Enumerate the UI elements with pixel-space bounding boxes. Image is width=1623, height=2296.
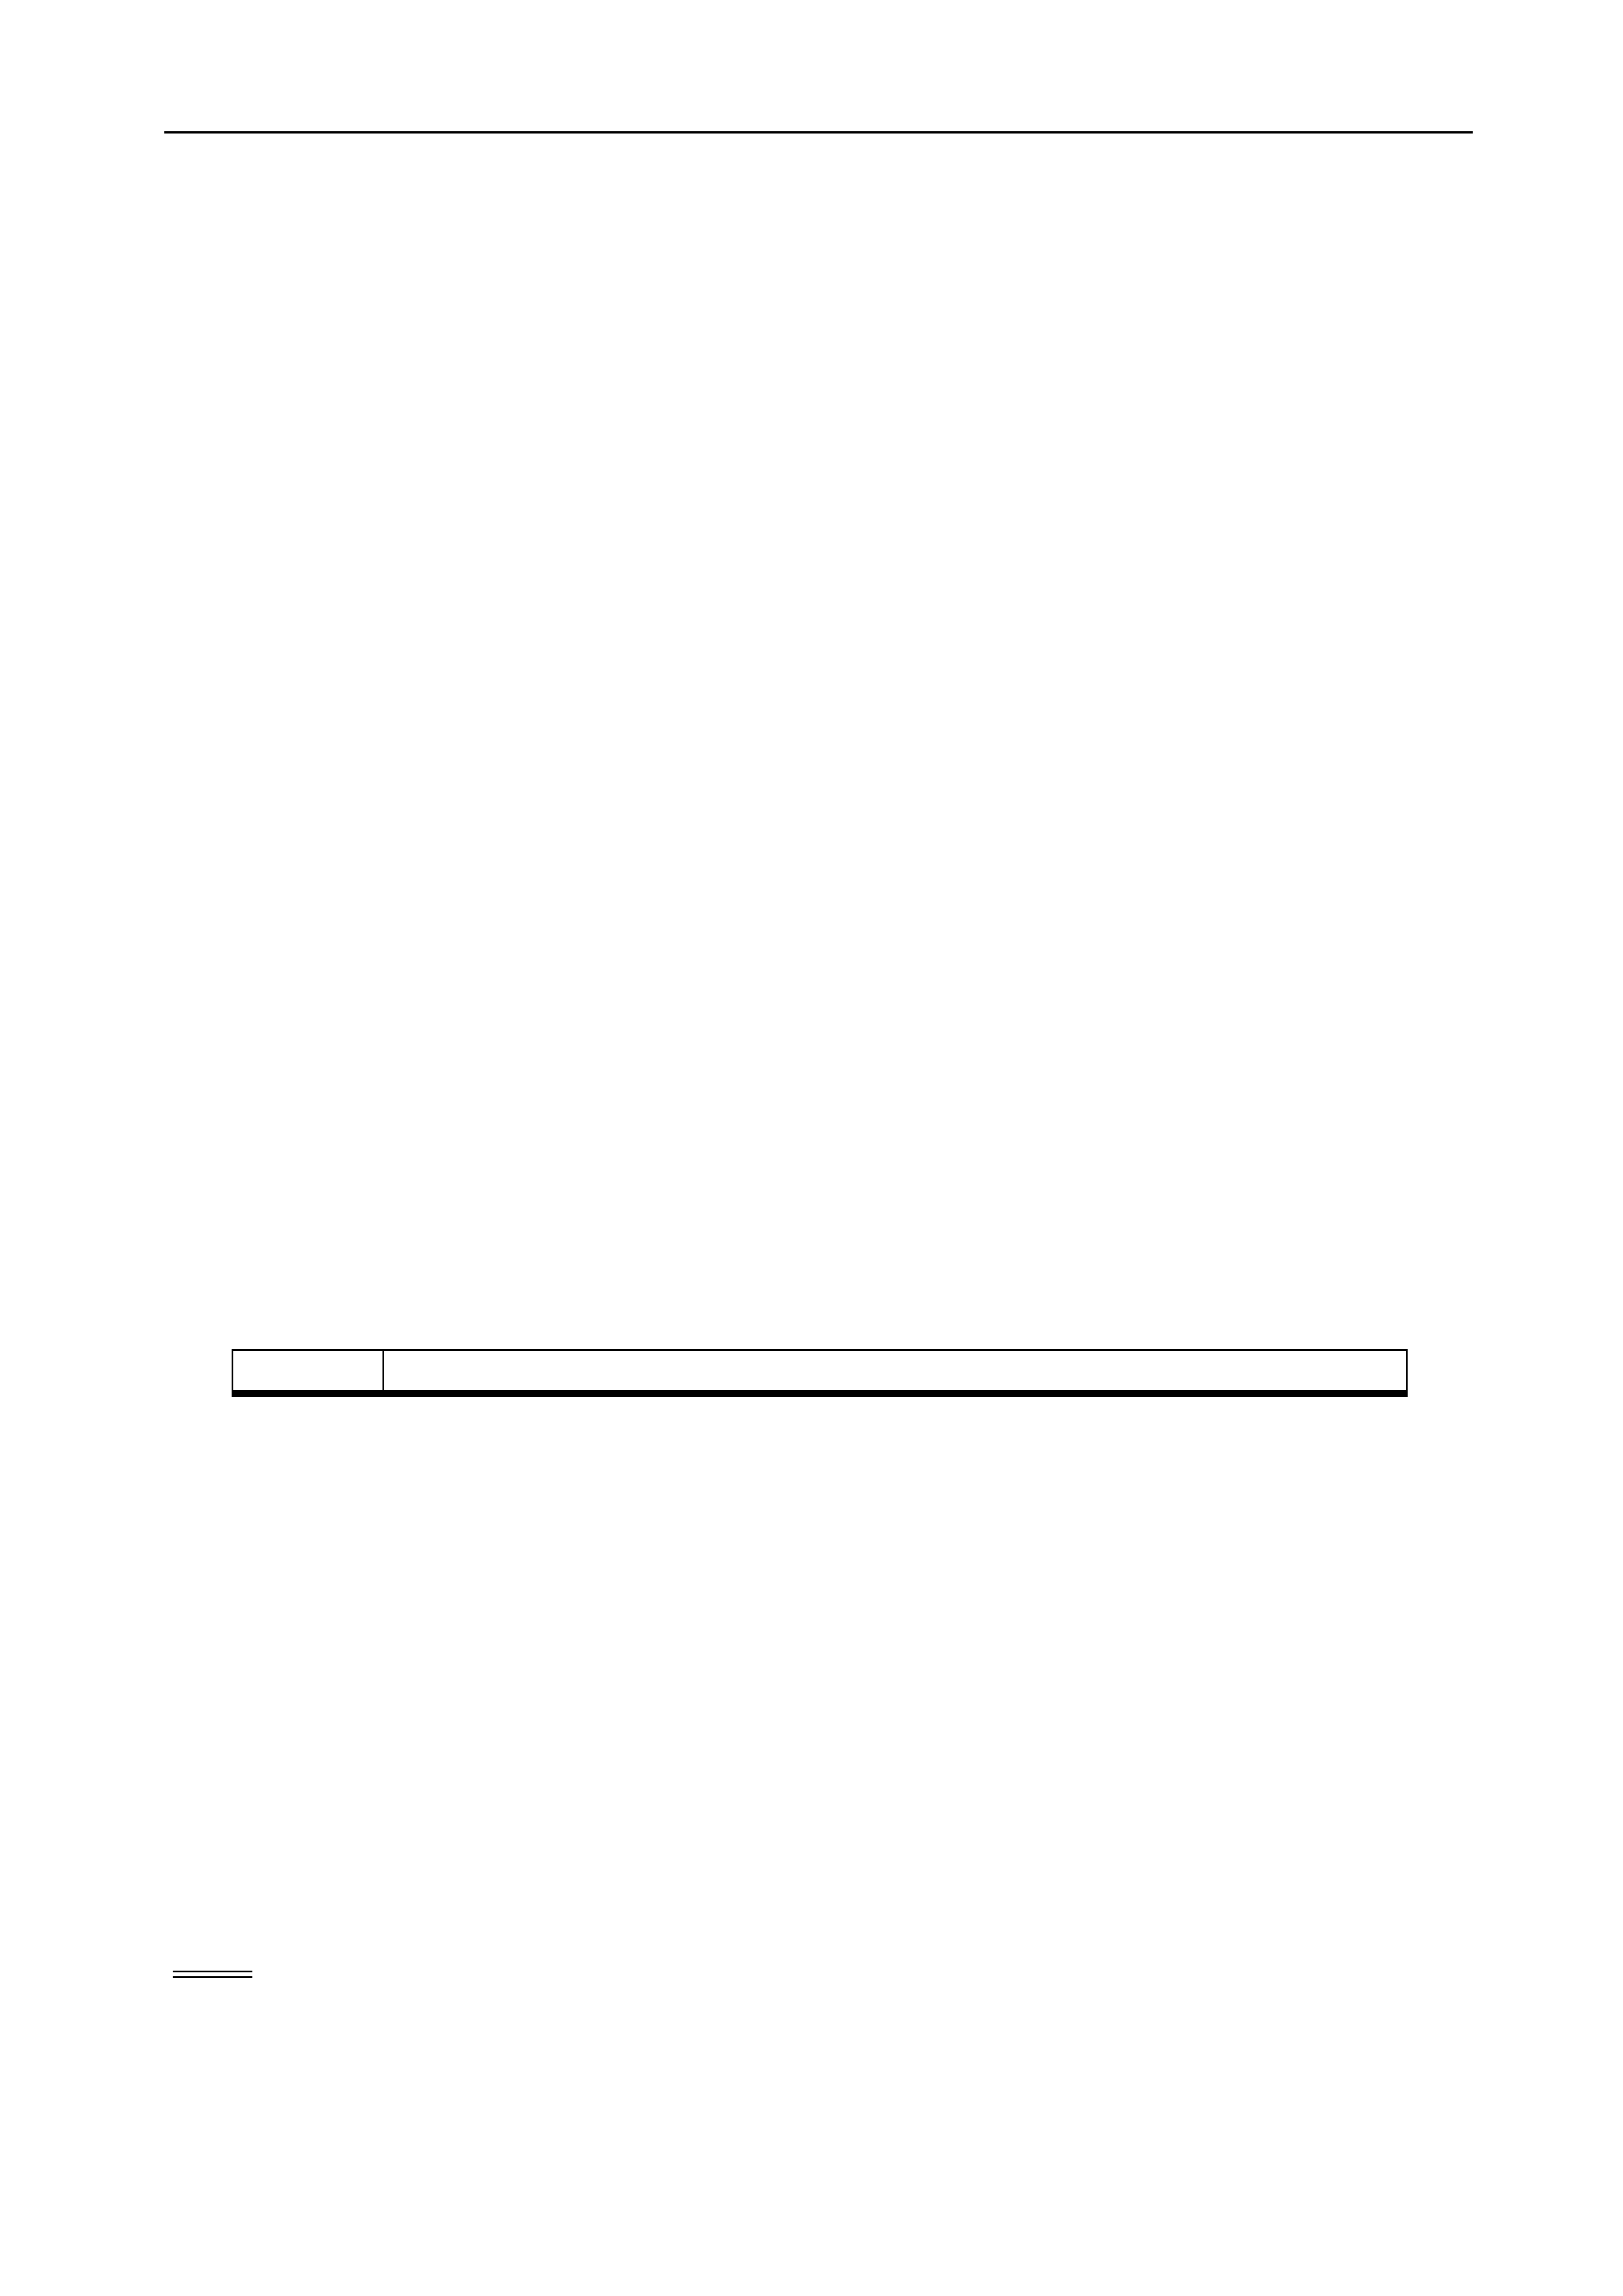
pollution-table bbox=[232, 1349, 1408, 1397]
text-line bbox=[170, 1799, 1477, 1848]
text-line bbox=[170, 1897, 1477, 1945]
text-line bbox=[170, 2057, 1477, 2106]
reaction-condition bbox=[170, 1963, 255, 1996]
text-line bbox=[170, 1848, 1477, 1897]
key-points-section bbox=[170, 1701, 1477, 2106]
header-rule bbox=[164, 131, 1473, 134]
table-header-factor bbox=[384, 1350, 1407, 1391]
table-header-row bbox=[233, 1350, 1407, 1391]
equals-bar-top bbox=[173, 1971, 252, 1972]
equation-line bbox=[170, 1945, 1477, 2008]
equals-bar-bottom bbox=[173, 1976, 252, 1978]
pollution-factor-cell bbox=[384, 1395, 1407, 1396]
text-line bbox=[170, 2008, 1477, 2057]
key-points-heading bbox=[170, 1701, 1477, 1750]
pollution-type-cell bbox=[233, 1395, 384, 1396]
table-header-type bbox=[233, 1350, 384, 1391]
text-line bbox=[170, 1750, 1477, 1799]
table-row bbox=[233, 1395, 1407, 1396]
